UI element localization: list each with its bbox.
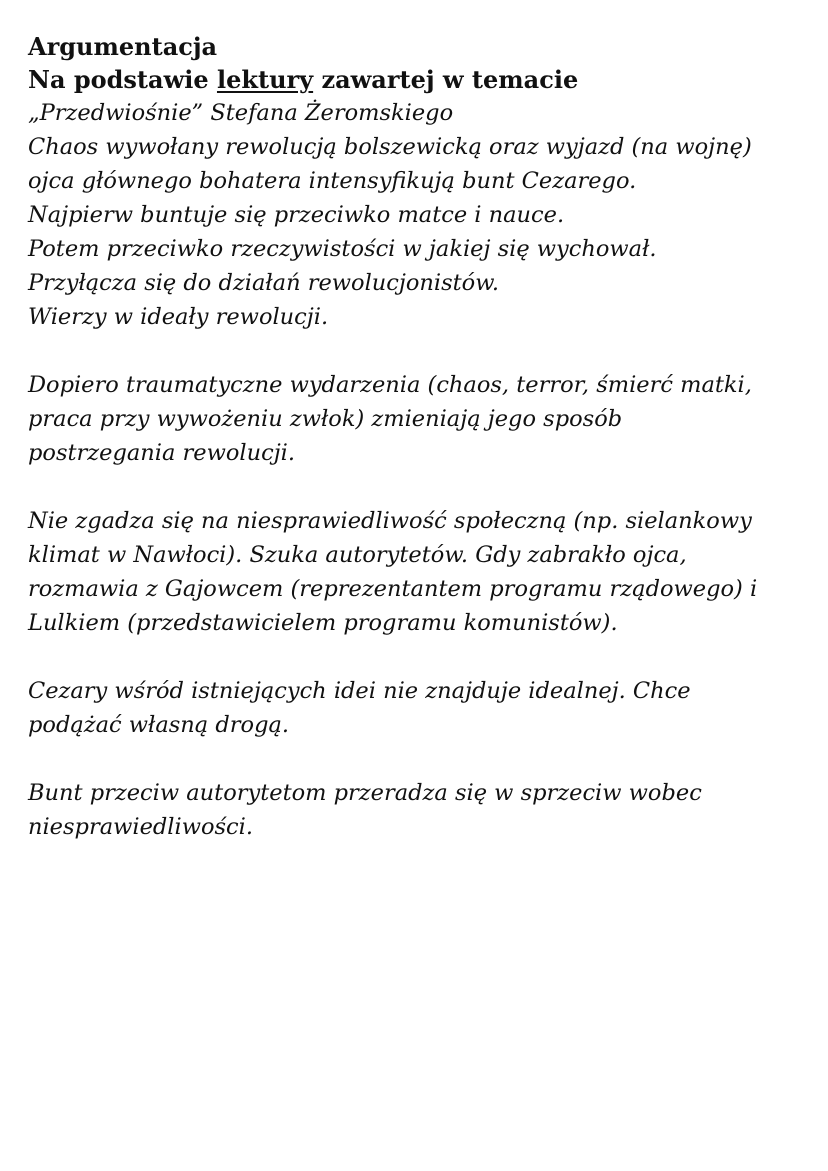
text-line: podążać własną drogą.: [28, 712, 290, 738]
text-line: ojca głównego bohatera intensyfikują bunt Cezarego.: [28, 168, 637, 194]
paragraph-2: [28, 368, 808, 470]
text-line: niesprawiedliwości.: [28, 814, 253, 840]
paragraph-gap: [28, 640, 808, 674]
text-line: Przyłącza się do działań rewolucjonistów.: [28, 270, 499, 296]
paragraph-gap: [28, 470, 808, 504]
text-line: praca przy wywożeniu zwłok) zmieniają jego sposób: [28, 406, 623, 432]
text-line: postrzegania rewolucji.: [28, 440, 296, 466]
document-body: [28, 96, 808, 844]
text-line: Cezary wśród istniejących idei nie znajduje idealnej. Chce: [28, 678, 691, 704]
text-line: Lulkiem (przedstawicielem programu komunistów).: [28, 610, 618, 636]
document-title: Argumentacja: [28, 32, 218, 61]
text-line: Dopiero traumatyczne wydarzenia (chaos, terror, śmierć matki,: [28, 372, 752, 398]
text-line: Potem przeciwko rzeczywistości w jakiej się wychował.: [28, 236, 657, 262]
text-line: klimat w Nawłoci). Szuka autorytetów. Gdy zabrakło ojca,: [28, 542, 687, 568]
text-line: Wierzy w ideały rewolucji.: [28, 304, 329, 330]
paragraph-gap: [28, 742, 808, 776]
subtitle-suffix: zawartej w temacie: [313, 65, 579, 94]
paragraph-gap: [28, 334, 808, 368]
document-subtitle: [28, 63, 808, 96]
text-line: Bunt przeciw autorytetom przeradza się w sprzeciw wobec: [28, 780, 702, 806]
text-line: Najpierw buntuje się przeciwko matce i nauce.: [28, 202, 565, 228]
text-line: Chaos wywołany rewolucją bolszewicką oraz wyjazd (na wojnę): [28, 134, 752, 160]
document-page: [28, 30, 808, 844]
paragraph-4: [28, 674, 808, 742]
paragraph-1: [28, 96, 808, 334]
text-line: Nie zgadza się na niesprawiedliwość społeczną (np. sielankowy: [28, 508, 752, 534]
subtitle-underlined-word: lektury: [216, 65, 314, 94]
subtitle-prefix: Na podstawie: [28, 65, 217, 94]
text-line: rozmawia z Gajowcem (reprezentantem programu rządowego) i: [28, 576, 758, 602]
paragraph-3: [28, 504, 808, 640]
paragraph-5: [28, 776, 808, 844]
text-line: „Przedwiośnie” Stefana Żeromskiego: [28, 100, 454, 126]
